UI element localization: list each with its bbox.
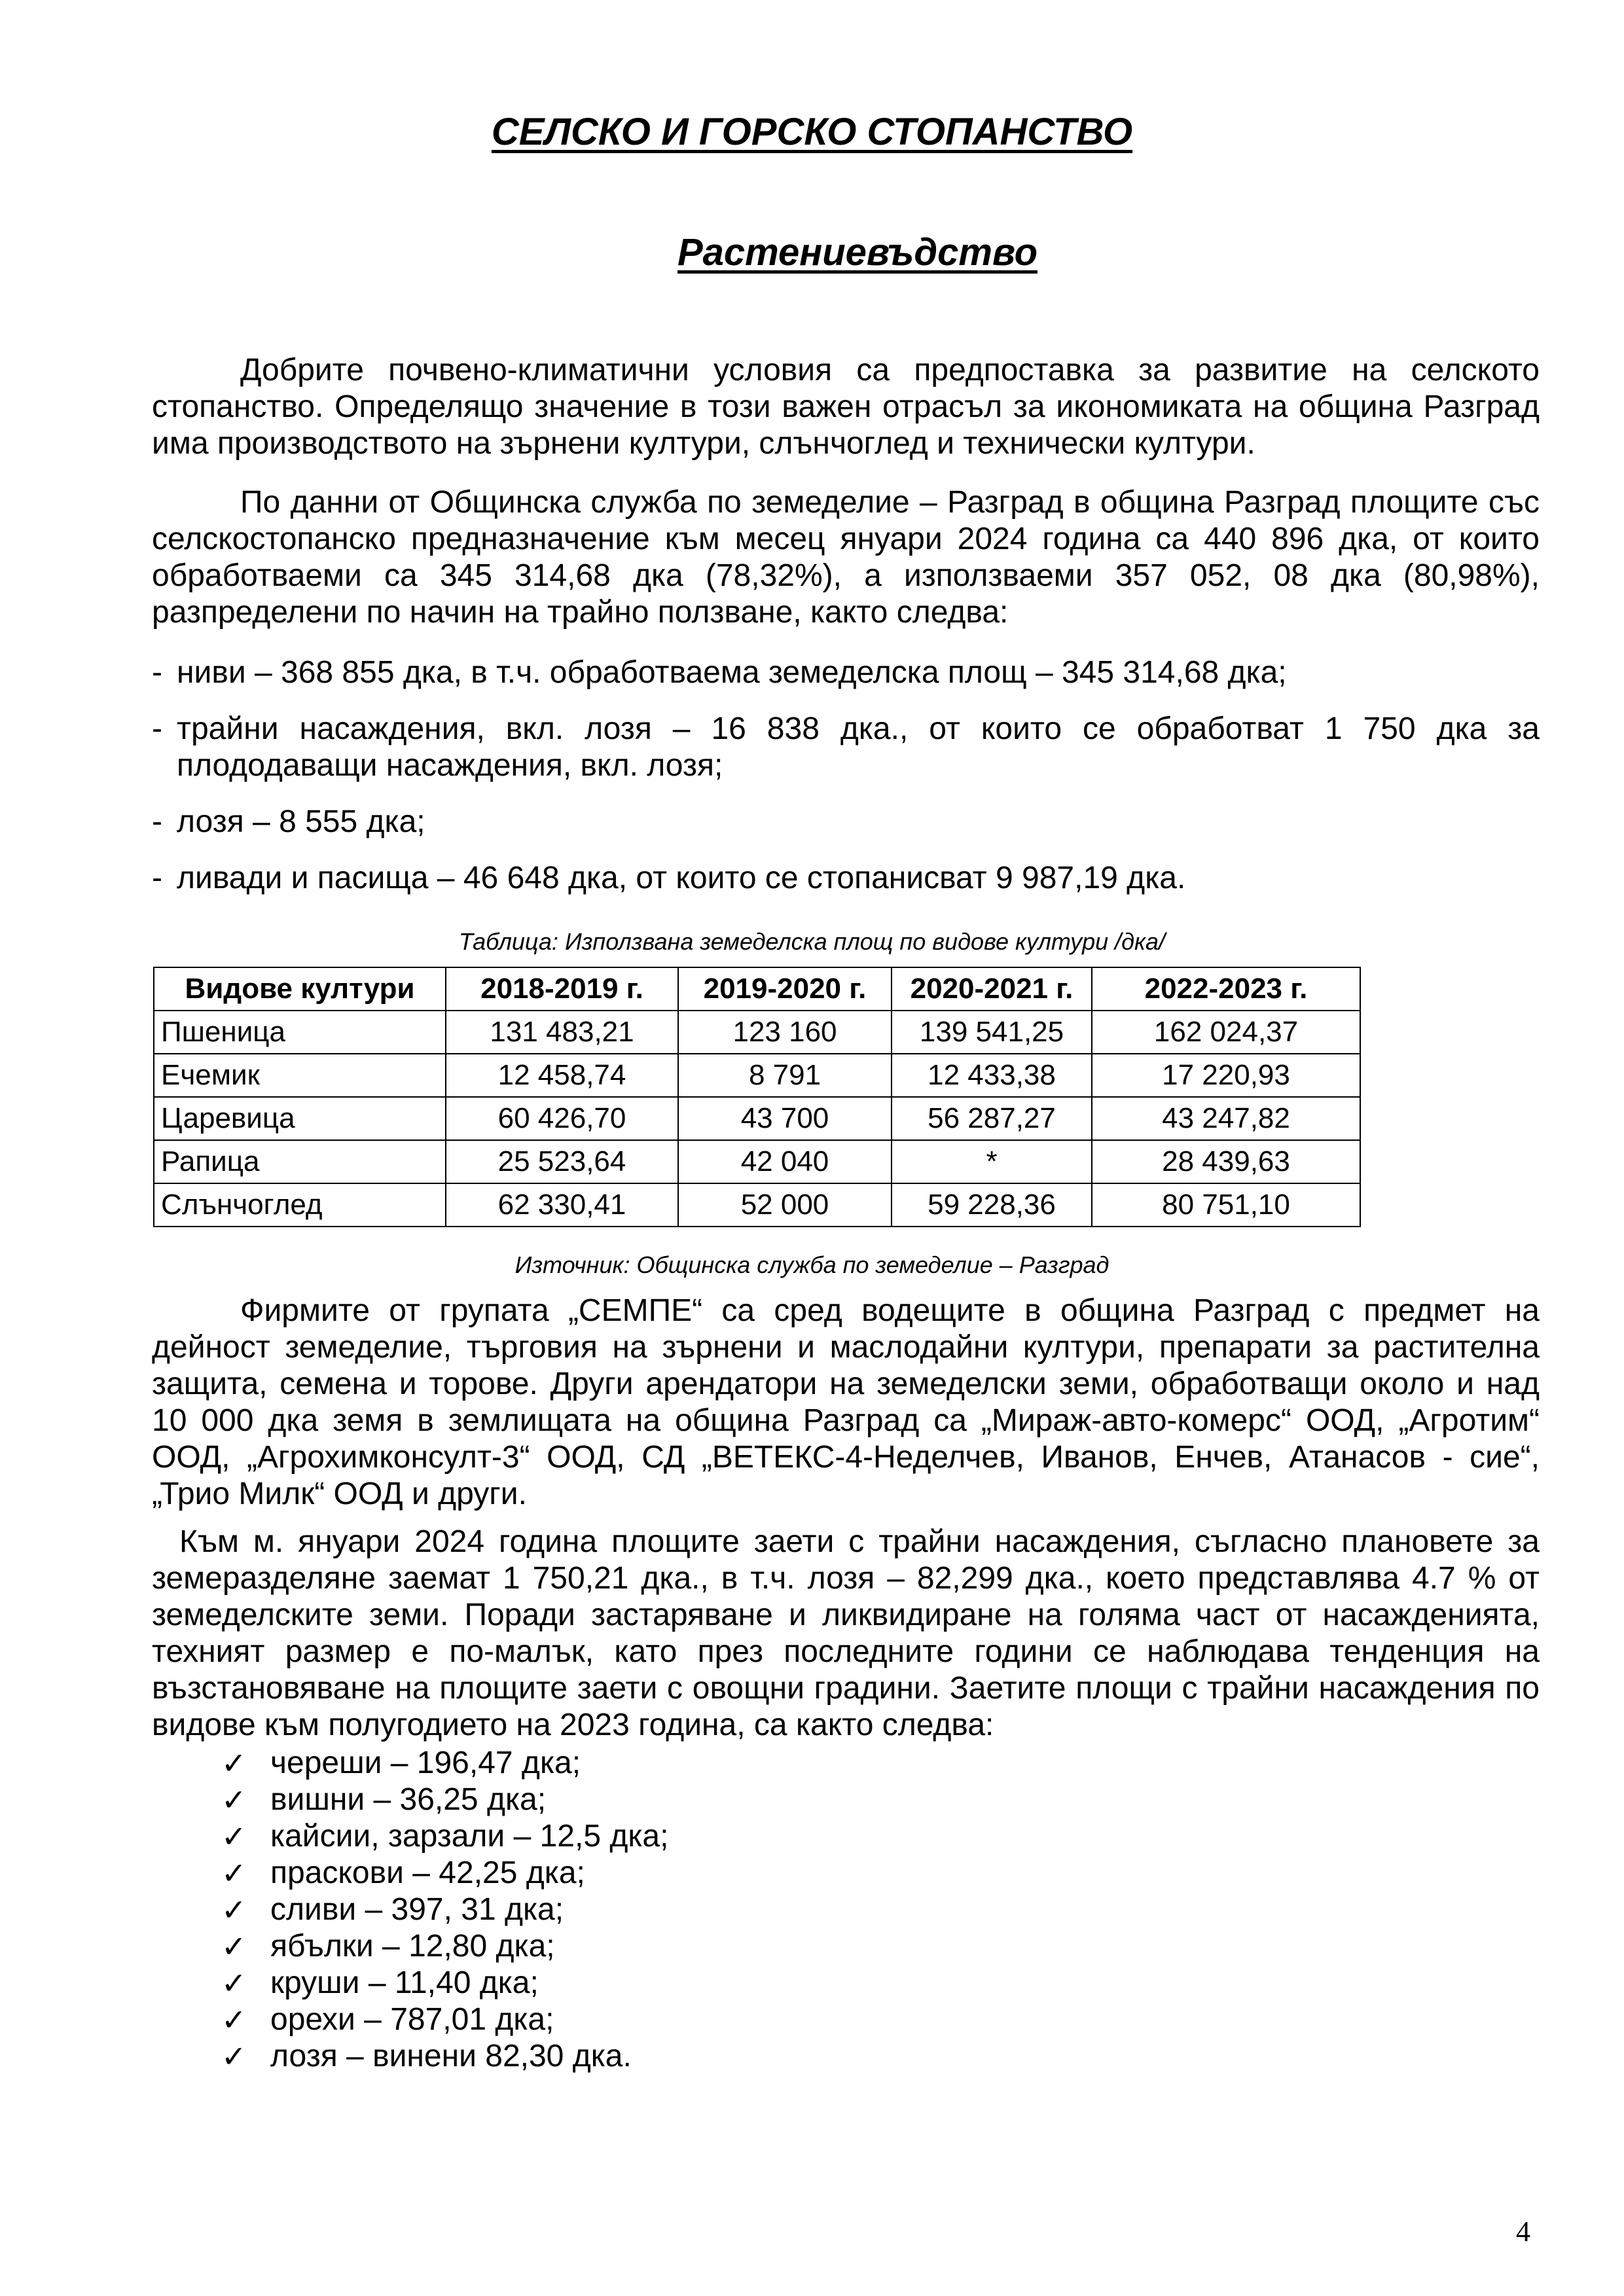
list-item: ✓ орехи – 787,01 дка; <box>221 2002 554 2037</box>
dash-bullet: - <box>152 861 162 895</box>
table-row <box>154 1097 1360 1140</box>
list-item: - лозя – 8 555 дка; <box>152 804 425 839</box>
intro-paragraph-block <box>152 352 1540 462</box>
dash-bullet: - <box>152 711 162 746</box>
paragraph-2: По данни от Общинска служба по земеделие – Разград в община Разград площите със селскостопанско предназначение към месец януари 2024 година са 440 896 дка, от които обработваеми са 345 314,68 дка (78,32%), а използваеми 357 052, 08 дка (80,98%), разпределени по начин на трайно ползване, както следва: <box>152 485 1540 630</box>
checkmark-icon: ✓ <box>221 1856 247 1890</box>
list-item: ✓ ябълки – 12,80 дка; <box>221 1929 555 1964</box>
table-cell: 43 247,82 <box>1092 1097 1360 1140</box>
checkmark-icon: ✓ <box>221 1893 247 1927</box>
crop-area-table <box>153 967 1361 1227</box>
list-item: ✓ праскови – 42,25 дка; <box>221 1856 585 1890</box>
checkmark-icon: ✓ <box>221 2003 247 2037</box>
paragraph-1: Добрите почвено-климатични условия са предпоставка за развитие на селското стопанство. Определящо значение в този важен отрасъл за икономиката на община Разград има производството на зърнени култури, слънчоглед и технически култури. <box>152 353 1540 461</box>
table-cell: 52 000 <box>678 1183 892 1227</box>
table-cell: Пшеница <box>154 1011 446 1054</box>
checkmark-icon: ✓ <box>221 1929 247 1964</box>
table-cell: 42 040 <box>678 1140 892 1183</box>
checkmark-icon: ✓ <box>221 1820 247 1854</box>
paragraph-4: Към м. януари 2024 година площите заети с трайни насаждения, съгласно плановете за земеразделяне заемат 1 750,21 дка., в т.ч. лозя – 82,299 дка., което представлява 4.7 % от земеделските земи. Поради застаряване и ликвидиране на голяма част от насажденията, техният размер е по-малък, като през последните години се наблюдава тенденция на възстановяване на площите заети с овощни градини. Заетите площи с трайни насаждения по видове към полугодието на 2023 година, са както следва: <box>152 1524 1540 1742</box>
dash-bullet: - <box>152 804 162 839</box>
column-header: 2018-2019 г. <box>446 967 678 1011</box>
list-item: ✓ кайсии, зарзали – 12,5 дка; <box>221 1819 669 1854</box>
page-number: 4 <box>1516 2215 1530 2248</box>
column-header: 2019-2020 г. <box>678 967 892 1011</box>
table-cell: Слънчоглед <box>154 1183 446 1227</box>
land-data-paragraph-block <box>152 484 1540 631</box>
table-caption: Таблица: Използвана земеделска площ по видове култури /дка/ <box>458 928 1166 955</box>
table-cell: 162 024,37 <box>1092 1011 1360 1054</box>
plantations-paragraph-block <box>152 1524 1540 1744</box>
list-item: - ниви – 368 855 дка, в т.ч. обработваема земеделска площ – 345 314,68 дка; <box>152 655 1287 690</box>
checkmark-icon: ✓ <box>221 2039 247 2073</box>
table-row <box>154 1011 1360 1054</box>
table-source-note: Източник: Общинска служба по земеделие – Разград <box>514 1251 1110 1278</box>
dash-bullet: - <box>152 655 162 690</box>
table-cell: 17 220,93 <box>1092 1054 1360 1097</box>
list-item: - ливади и пасища – 46 648 дка, от които се стопанисват 9 987,19 дка. <box>152 861 1186 895</box>
table-row <box>154 1054 1360 1097</box>
table-cell: Царевица <box>154 1097 446 1140</box>
table-cell: 12 458,74 <box>446 1054 678 1097</box>
table-cell: 60 426,70 <box>446 1097 678 1140</box>
checkmark-icon: ✓ <box>221 1746 247 1780</box>
table-cell: 12 433,38 <box>892 1054 1092 1097</box>
column-header: 2022-2023 г. <box>1092 967 1360 1011</box>
column-header: 2020-2021 г. <box>892 967 1092 1011</box>
table-cell: 28 439,63 <box>1092 1140 1360 1183</box>
plantation-check-list <box>221 1745 668 2075</box>
list-item: ✓ сливи – 397, 31 дка; <box>221 1892 564 1927</box>
table-cell: 123 160 <box>678 1011 892 1054</box>
table-cell: 62 330,41 <box>446 1183 678 1227</box>
table-cell: 25 523,64 <box>446 1140 678 1183</box>
list-item: - трайни насаждения, вкл. лозя – 16 838 дка., от които се обработват 1 750 дка за плододаващи насаждения, вкл. лозя; <box>152 711 1540 783</box>
table-row <box>154 1183 1360 1227</box>
table-cell: Ечемик <box>154 1054 446 1097</box>
companies-paragraph-block <box>152 1293 1540 1513</box>
page-title: СЕЛСКО И ГОРСКО СТОПАНСТВО <box>491 111 1133 153</box>
table-row <box>154 1140 1360 1183</box>
paragraph-3: Фирмите от групата „СЕМПЕ“ са сред водещите в община Разград с предмет на дейност земеделие, търговия на зърнени и маслодайни култури, препарати за растителна защита, семена и торове. Други арендатори на земеделски земи, обработващи около и над 10 000 дка земя в землищата на община Разград са „Мираж-авто-комерс“ ООД, „Агротим“ ООД, „Агрохимконсулт-3“ ООД, СД „ВЕТЕКС-4-Неделчев, Иванов, Енчев, Атанасов - сие“, „Трио Милк“ ООД и други. <box>152 1293 1540 1511</box>
list-item: ✓ вишни – 36,25 дка; <box>221 1782 547 1817</box>
table-cell: 59 228,36 <box>892 1183 1092 1227</box>
table-cell: 80 751,10 <box>1092 1183 1360 1227</box>
checkmark-icon: ✓ <box>221 1783 247 1817</box>
table-cell: Рапица <box>154 1140 446 1183</box>
list-item: ✓ круши – 11,40 дка; <box>221 1965 539 2000</box>
table-cell: 131 483,21 <box>446 1011 678 1054</box>
list-item: ✓ лозя – винени 82,30 дка. <box>221 2039 632 2073</box>
land-use-list <box>152 655 1540 916</box>
table-cell: 139 541,25 <box>892 1011 1092 1054</box>
table-cell: 43 700 <box>678 1097 892 1140</box>
section-heading: Растениевъдство <box>677 231 1038 274</box>
checkmark-icon: ✓ <box>221 1966 247 2000</box>
table-header-row <box>154 967 1360 1011</box>
table-cell: * <box>892 1140 1092 1183</box>
table-cell: 8 791 <box>678 1054 892 1097</box>
list-item: ✓ череши – 196,47 дка; <box>221 1746 581 1780</box>
column-header: Видове култури <box>154 967 446 1011</box>
table-cell: 56 287,27 <box>892 1097 1092 1140</box>
